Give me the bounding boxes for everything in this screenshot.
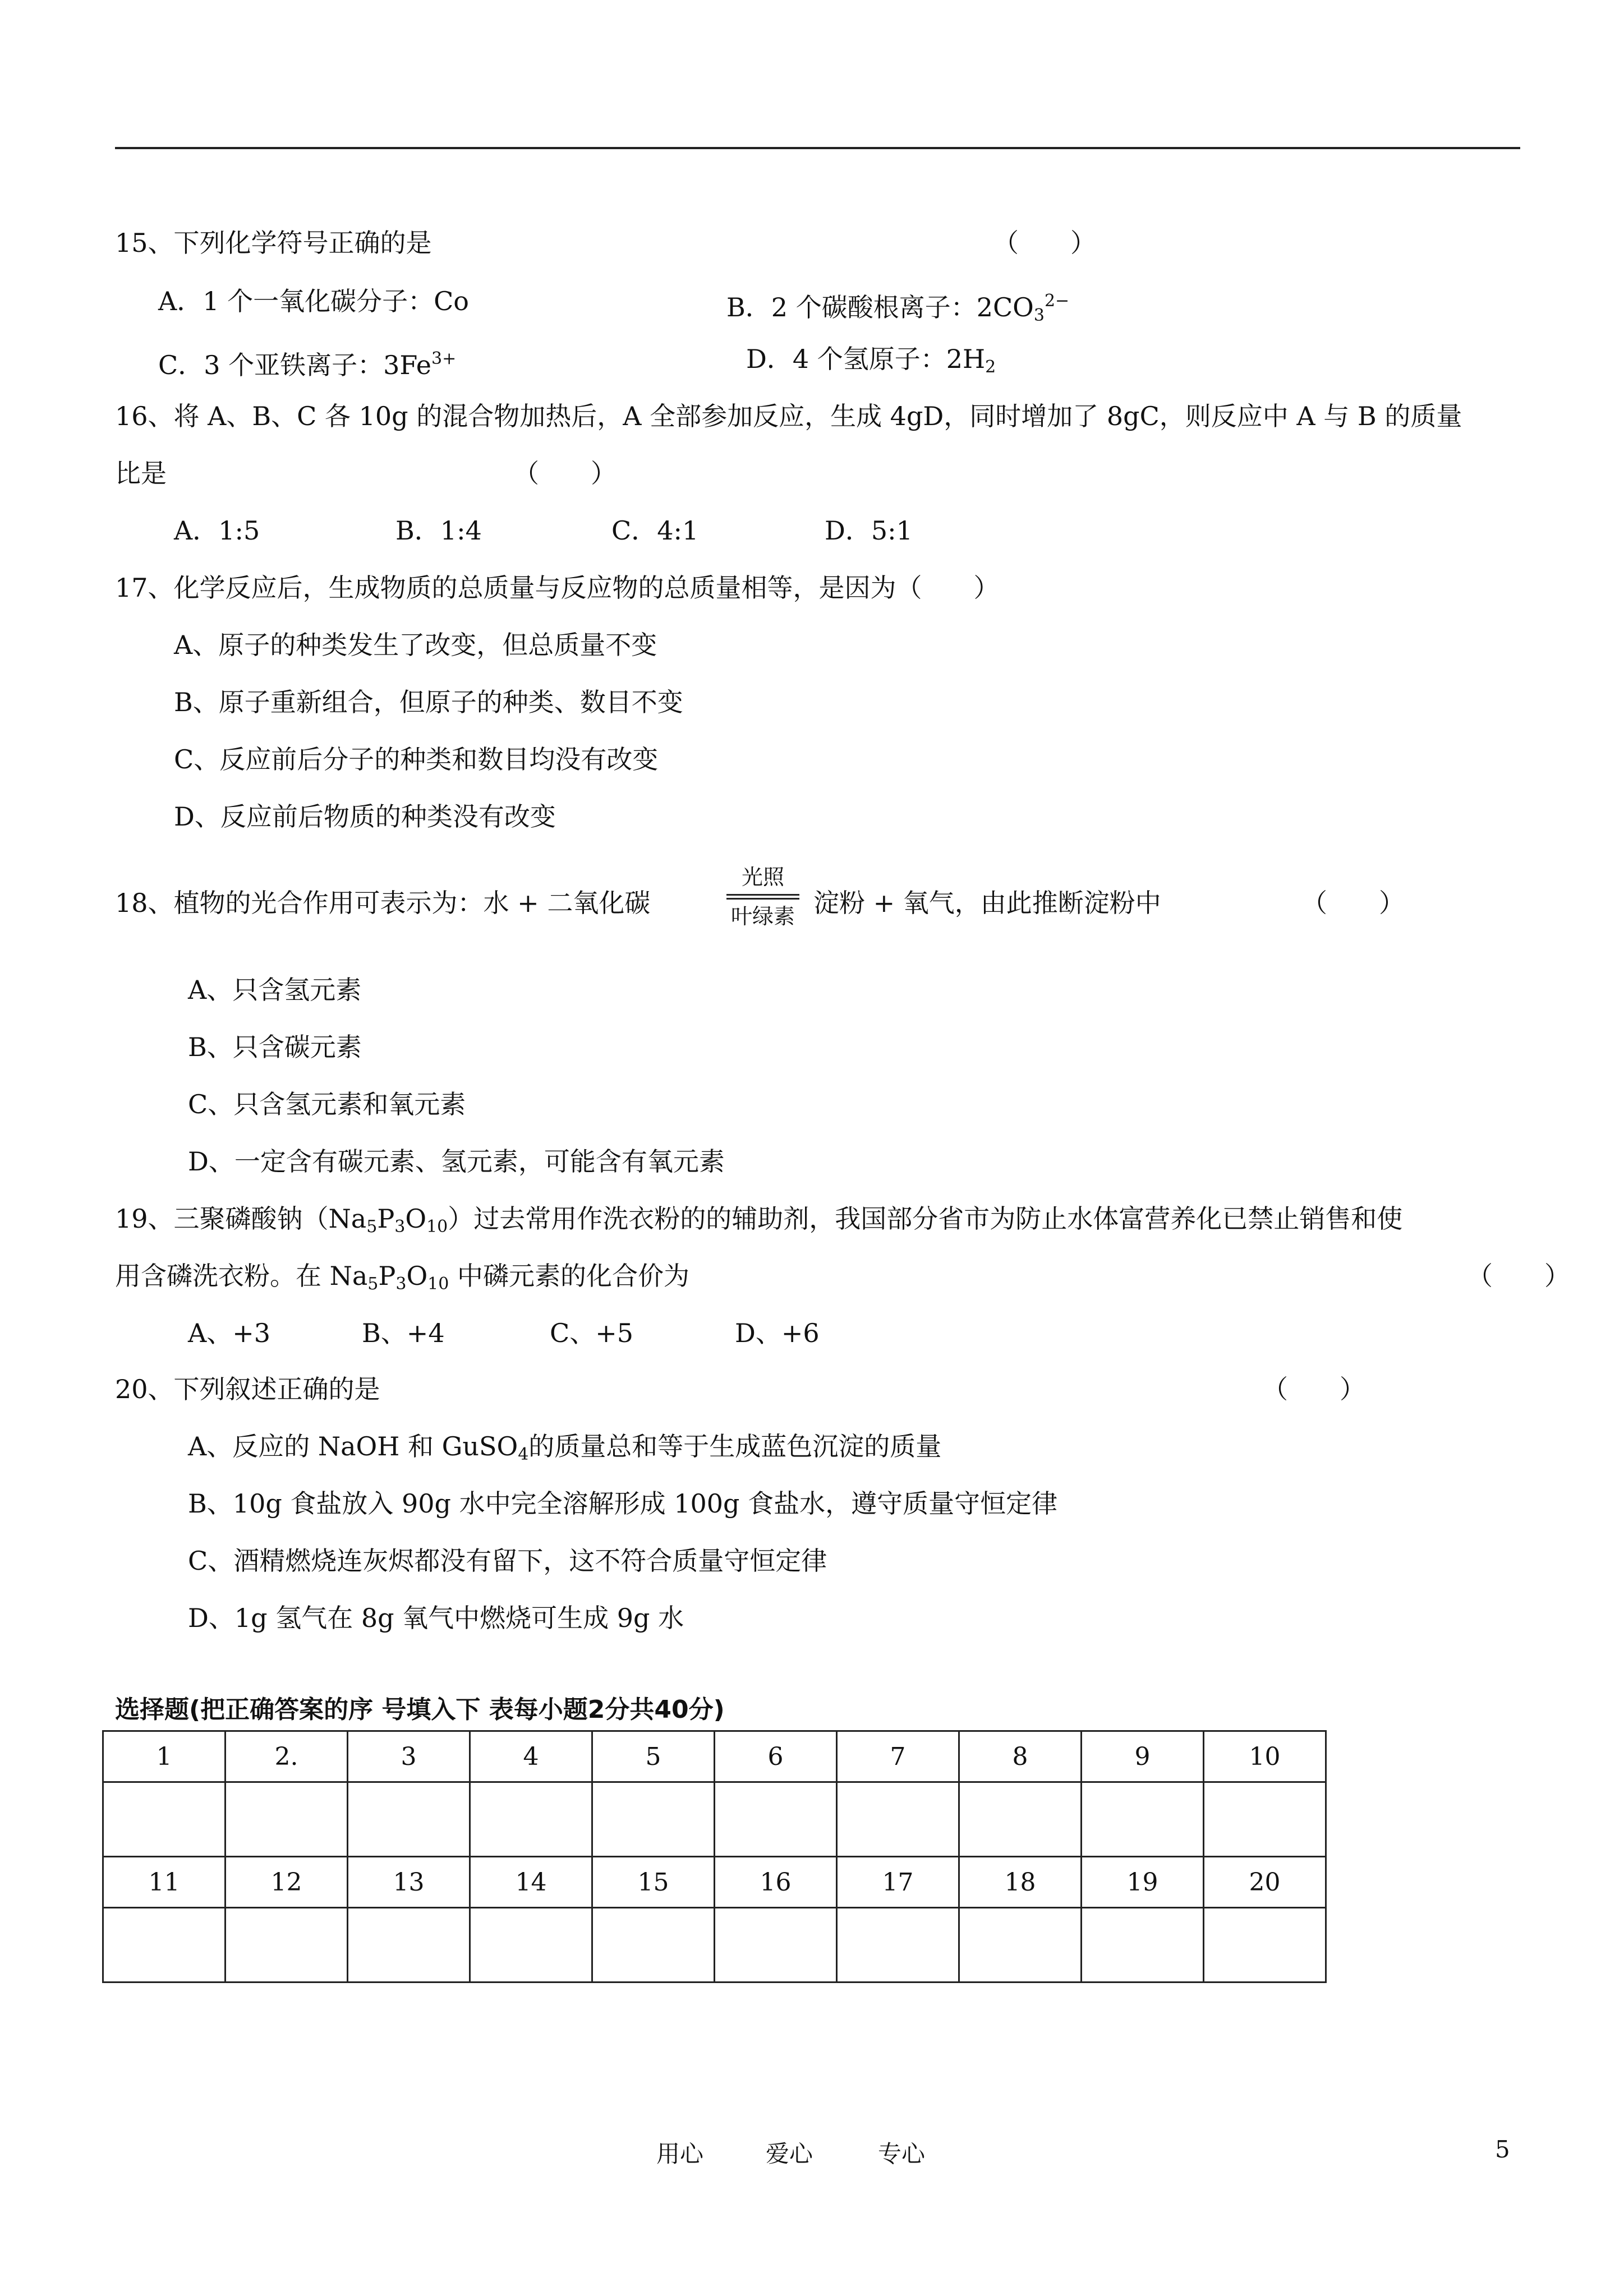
question-number-cell: 17 [837,1857,959,1908]
answer-cell[interactable] [103,1782,226,1857]
q20-option-a: A、反应的 NaOH 和 GuSO$_4$的质量总和等于生成蓝色沉淀的质量 [188,1431,942,1464]
page-number: 5 [1495,2136,1510,2163]
question-number-cell: 11 [103,1857,226,1908]
q19-option-c: C、+5 [550,1318,634,1348]
q18-option-a: A、只含氢元素 [188,975,362,1005]
q20-stem: 20、下列叙述正确的是 [115,1374,380,1404]
answer-cell[interactable] [837,1782,959,1857]
question-number-row [103,1857,1326,1908]
q16-option-b: B．1:4 [395,515,482,546]
question-number-cell: 2. [226,1731,348,1782]
answer-cell[interactable] [715,1908,837,1983]
q19-option-a: A、+3 [188,1318,271,1348]
q17-option-d: D、反应前后物质的种类没有改变 [174,801,556,832]
q16-option-c: C．4:1 [611,515,699,546]
q15-option-b: B．2 个碳酸根离子：$2CO_3^{2-}$ [726,291,1070,325]
q18-answer-paren: （ ） [1301,888,1405,918]
q18-option-d: D、一定含有碳元素、氢元素，可能含有氧元素 [188,1146,725,1177]
question-number-cell: 19 [1082,1857,1204,1908]
q18-stem-right: 淀粉 + 氧气，由此推断淀粉中 [813,888,1161,918]
q17-option-c: C、反应前后分子的种类和数目均没有改变 [174,744,659,774]
answer-cell[interactable] [226,1908,348,1983]
q16-stem-line2: 比是 [115,458,167,488]
q19-stem-line2: 用含磷洗衣粉。在 $Na_5P_3O_{10}$ 中磷元素的化合价为 [115,1261,689,1294]
q19-stem-line1: 19、三聚磷酸钠$(Na_5P_3O_{10})$过去常用作洗衣粉的的辅助剂，我国部分省市为防止水体富营养化已禁止销售和使 [115,1204,1403,1237]
answer-cell[interactable] [837,1908,959,1983]
q15-answer-paren: （ ） [993,228,1096,258]
question-number-cell: 15 [592,1857,715,1908]
answer-entry-row [103,1782,1326,1857]
question-number-cell: 14 [470,1857,592,1908]
footer-word-1: 用心 [656,2140,704,2168]
answer-cell[interactable] [470,1908,592,1983]
question-number-row [103,1731,1326,1782]
q20-option-c: C、酒精燃烧连灰烬都没有留下，这不符合质量守恒定律 [188,1546,827,1576]
answer-cell[interactable] [226,1782,348,1857]
question-number-cell: 6 [715,1731,837,1782]
question-number-cell: 8 [959,1731,1082,1782]
answer-cell[interactable] [592,1908,715,1983]
q18-stem-left: 18、植物的光合作用可表示为：水 + 二氧化碳 [115,888,651,918]
q15-stem: 15、下列化学符号正确的是 [115,228,432,258]
question-number-cell: 5 [592,1731,715,1782]
q19-option-b: B、+4 [362,1318,445,1348]
answer-cell[interactable] [959,1908,1082,1983]
question-number-cell: 10 [1204,1731,1326,1782]
answer-cell[interactable] [1082,1908,1204,1983]
q20-option-b: B、10g 食盐放入 90g 水中完全溶解形成 100g 食盐水，遵守质量守恒定律 [188,1488,1058,1519]
q20-answer-paren: （ ） [1262,1374,1365,1404]
q17-option-b: B、原子重新组合，但原子的种类、数目不变 [174,687,683,717]
q17-option-a: A、原子的种类发生了改变，但总质量不变 [174,630,657,660]
header-rule [115,147,1520,149]
question-number-cell: 12 [226,1857,348,1908]
q15-option-d: D．4 个氢原子：$2H_2$ [746,344,996,377]
question-number-cell: 4 [470,1731,592,1782]
q16-option-d: D．5:1 [825,515,913,546]
q17-stem: 17、化学反应后，生成物质的总质量与反应物的总质量相等，是因为（ ） [115,573,1000,603]
question-number-cell: 3 [348,1731,470,1782]
answer-cell[interactable] [1204,1908,1326,1983]
q15-option-a: A．1 个一氧化碳分子：Co [158,286,469,316]
answer-entry-row [103,1908,1326,1983]
answer-cell[interactable] [1204,1782,1326,1857]
q16-option-a: A．1:5 [174,515,260,546]
q16-answer-paren: （ ） [513,458,617,488]
reaction-condition-arrow [726,864,799,930]
question-number-cell: 13 [348,1857,470,1908]
q15-option-c: C．3 个亚铁离子：$3Fe^{3+}$ [158,349,457,380]
answer-cell[interactable] [348,1782,470,1857]
question-number-cell: 16 [715,1857,837,1908]
q16-stem-line1: 16、将 A、B、C 各 10g 的混合物加热后，A 全部参加反应，生成 4gD，同时增加了 8gC，则反应中 A 与 B 的质量 [115,401,1462,431]
q18-option-b: B、只含碳元素 [188,1032,362,1062]
q20-option-d: D、1g 氢气在 8g 氧气中燃烧可生成 9g 水 [188,1603,684,1633]
footer-word-3: 专心 [878,2140,926,2168]
answer-cell[interactable] [1082,1782,1204,1857]
answer-cell[interactable] [470,1782,592,1857]
q19-answer-paren: （ ） [1467,1261,1570,1291]
question-number-cell: 1 [103,1731,226,1782]
answer-cell[interactable] [348,1908,470,1983]
question-number-cell: 9 [1082,1731,1204,1782]
footer-word-2: 爱心 [766,2140,813,2168]
q19-option-d: D、+6 [735,1318,820,1348]
question-number-cell: 7 [837,1731,959,1782]
question-number-cell: 18 [959,1857,1082,1908]
answer-cell[interactable] [592,1782,715,1857]
answer-table-title: 选择题(把正确答案的序 号填入下 表每小题2分共40分) [115,1695,725,1724]
answer-cell[interactable] [959,1782,1082,1857]
condition-light: 光照 [741,865,784,889]
answer-table [102,1730,1327,1983]
answer-cell[interactable] [103,1908,226,1983]
condition-chlorophyll: 叶绿素 [730,904,795,929]
question-number-cell: 20 [1204,1857,1326,1908]
answer-cell[interactable] [715,1782,837,1857]
q18-option-c: C、只含氢元素和氧元素 [188,1089,466,1119]
